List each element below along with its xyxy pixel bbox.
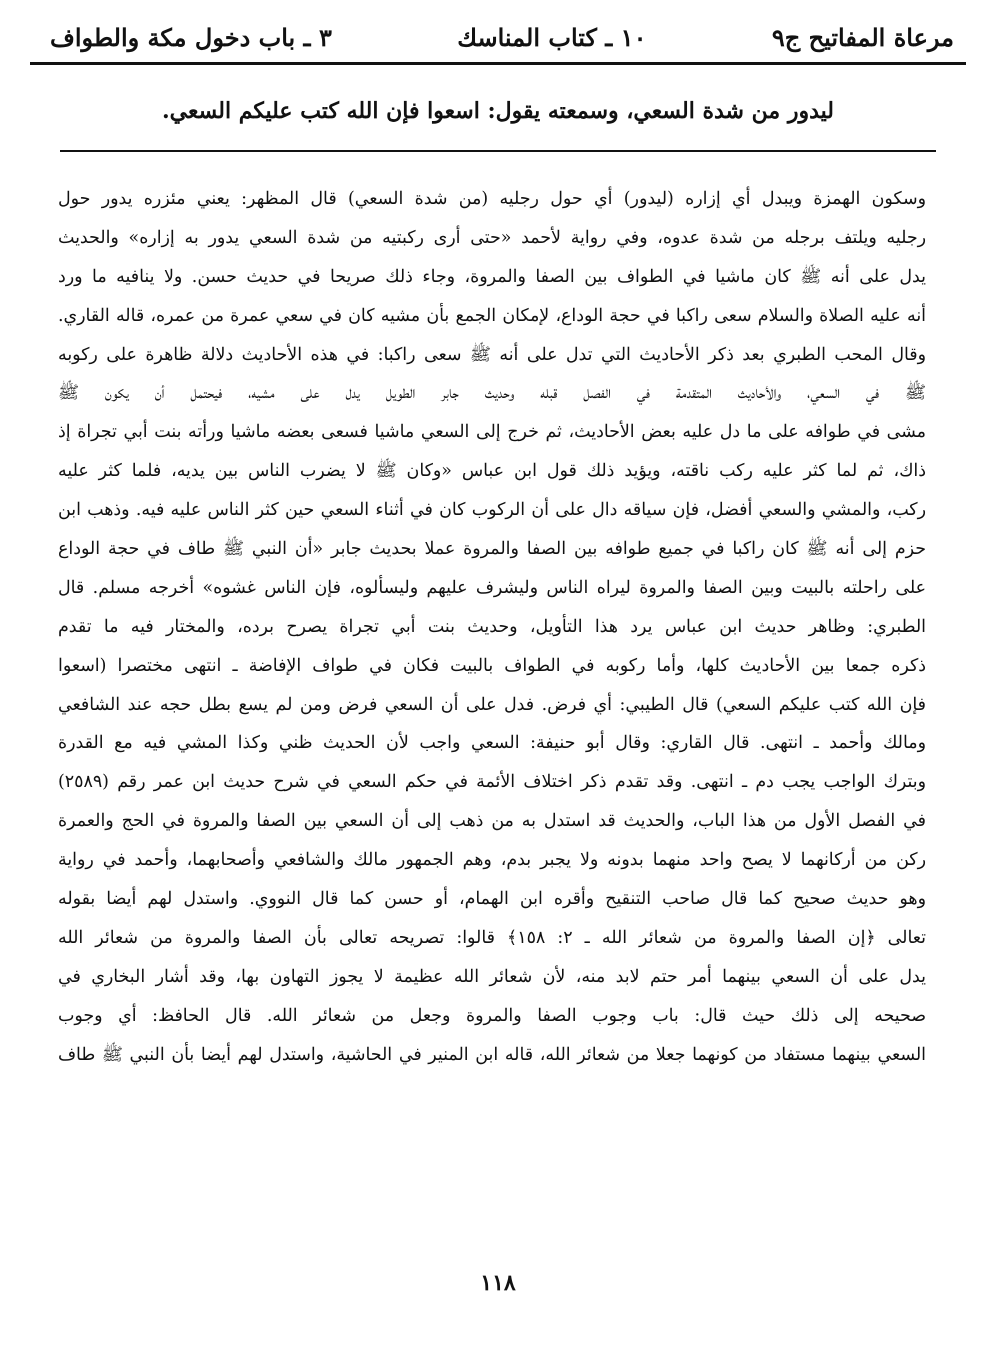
commentary-line: ومالك وأحمد ـ انتهى. قال القاري: وقال أبو حنيفة: السعي واجب لأن الحديث ظني وكذا المشي فيه مع القدرة bbox=[58, 733, 926, 754]
commentary-body bbox=[58, 180, 926, 1074]
commentary-line: مشى في طوافه على ما دل عليه بعض الأحاديث، ثم خرج إلى السعي ماشيا فسعى بعضه ماشيا ورأته بنت أبي تجراة إذ bbox=[58, 422, 926, 443]
commentary-line: السعي بينهما مستفاد من كونهما جعلا من شعائر الله، قاله ابن المنير في الحاشية، واستدل لهم أيضا بأن النبي ﷺ طاف bbox=[58, 1044, 926, 1065]
commentary-line: وسكون الهمزة ويبدل أي إزاره (ليدور) أي حول رجليه (من شدة السعي) قال المظهر: يعني مئزره يدور حول bbox=[58, 189, 926, 209]
commentary-line: ركن من أركانهما لا يصح واحد منهما بدونه ولا يجبر بدم، وهم الجمهور مالك والشافعي وأصحابهما، وأحمد في رواية bbox=[58, 850, 926, 871]
commentary-line: يدل على أن السعي بينهما أمر حتم لابد منه، لأن شعائر الله عظيمة لا يجوز التهاون بها، وقد أشار البخاري في bbox=[58, 966, 926, 987]
page-number: ١١٨ bbox=[480, 1270, 516, 1296]
commentary-line: في الفصل الأول من هذا الباب، والحديث قد استدل به من ذهب إلى أن السعي بين الصفا والمروة في الحج والعمرة bbox=[58, 811, 926, 832]
commentary-line: وقال المحب الطبري بعد ذكر الأحاديث التي تدل على أنه ﷺ سعى راكبا: في هذه الأحاديث دلالة ظاهرة على ركوبه bbox=[58, 344, 926, 365]
commentary-line: تعالى ﴿إن الصفا والمروة من شعائر الله ـ ٢: ١٥٨﴾ قالوا: تصريحه تعالى بأن الصفا والمروة من شعائر الله bbox=[58, 927, 926, 948]
commentary-line: ركب، والمشي والسعي أفضل، فإن سياقه دال على أن الركوب كان في أثناء السعي حين كثر الناس عليه فيه. وذهب ابن bbox=[58, 500, 926, 521]
commentary-line: وهو حديث صحيح كما قال صاحب التنقيح وأقره ابن الهمام، أو حسن كما قال النووي. واستدل لهم أيضا بقوله bbox=[58, 889, 926, 910]
commentary-line: أنه عليه الصلاة والسلام سعى راكبا في حجة الوداع، لإمكان الجمع بأن مشيه كان في سعي عمرة من عمره، قاله القاري. bbox=[58, 305, 926, 326]
commentary-line: ذاك، ثم لما كثر عليه ركب ناقته، ويؤيد ذلك قول ابن عباس «وكان ﷺ لا يضرب الناس بين يديه، فلما كثر عليه bbox=[58, 461, 926, 482]
header-book-volume: مرعاة المفاتيح ج٩ bbox=[771, 22, 954, 52]
commentary-line: الطبري: وظاهر حديث ابن عباس يرد هذا التأويل، وحديث بنت أبي تجراة يصرح برده، والمختار فيه ما تقدم bbox=[58, 616, 926, 637]
commentary-line: فإن الله كتب عليكم السعي) قال الطيبي: أي فرض. فدل على أن السعي فرض ومن لم يسع بطل حجه عند الشافعي bbox=[58, 694, 926, 715]
header-rule bbox=[30, 62, 966, 65]
commentary-line: صحيحه إلى ذلك حيث قال: باب وجوب الصفا والمروة وجعل من شعائر الله. قال الحافظ: أي وجوب bbox=[58, 1005, 926, 1026]
commentary-line: ﷺ في السعي، والأحاديث المتقدمة في الفصل قبله وحديث جابر الطويل يدل على مشيه، فيحتمل أن يكون ﷺ bbox=[58, 383, 926, 404]
commentary-line: يدل على أنه ﷺ كان ماشيا في الطواف بين الصفا والمروة، وجاء ذلك صريحا في حديث حسن. ولا ينافيه ما ورد bbox=[58, 266, 926, 287]
commentary-line: على راحلته بالبيت وبين الصفا والمروة ليراه الناس وليشرف عليهم وليسألوه، فإن الناس غشوه» أخرجه مسلم. قال bbox=[58, 577, 926, 598]
commentary-line: وبترك الواجب يجب دم ـ انتهى. وقد تقدم ذكر اختلاف الأئمة في حكم السعي في شرح حديث ابن عمر رقم (٢٥٨٩) bbox=[58, 772, 926, 793]
commentary-line: حزم إلى أنه ﷺ كان راكبا في جميع طوافه بين الصفا والمروة عملا بحديث جابر «أن النبي ﷺ طاف في حجة الوداع bbox=[58, 539, 926, 560]
commentary-line: رجليه ويلتف برجله من شدة عدوه، وفي رواية لأحمد «حتى أرى ركبتيه من شدة السعي يدور به إزاره» والحديث bbox=[58, 227, 926, 248]
header-chapter: ١٠ ـ كتاب المناسك bbox=[457, 22, 647, 52]
header-section: ٣ ـ باب دخول مكة والطواف bbox=[50, 22, 332, 52]
commentary-line: ذكره جمعا بين الأحاديث كلها، وأما ركوبه في الطواف بالبيت فكان في طواف الإفاضة ـ انتهى مختصرا (اسعوا bbox=[58, 655, 926, 676]
hadith-text: ليدور من شدة السعي، وسمعته يقول: اسعوا فإن الله كتب عليكم السعي. bbox=[162, 98, 834, 124]
running-header bbox=[50, 18, 954, 56]
section-divider bbox=[60, 150, 936, 152]
